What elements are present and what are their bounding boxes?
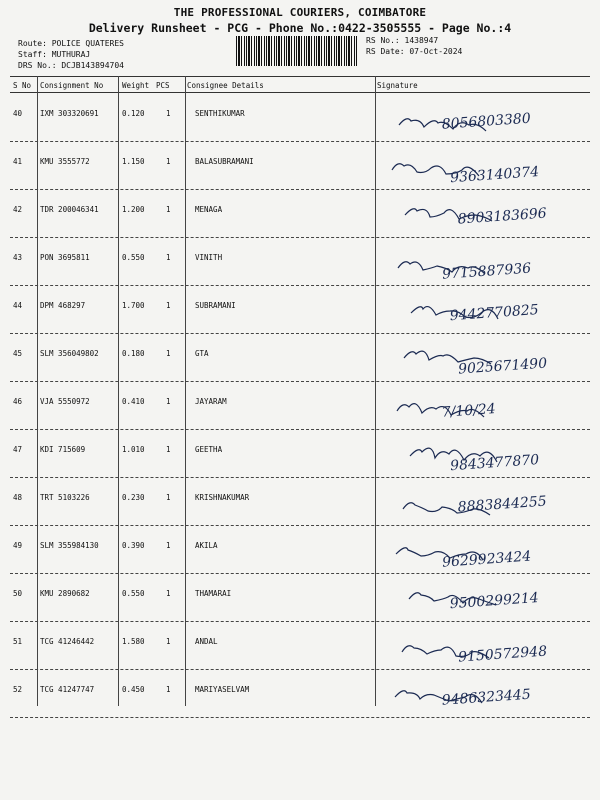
row-weight: 0.410 [122, 397, 145, 406]
row-weight: 0.550 [122, 589, 145, 598]
row-pcs: 1 [166, 493, 171, 502]
row-sno: 40 [13, 109, 23, 118]
row-sno: 45 [13, 349, 23, 358]
row-sno: 48 [13, 493, 23, 502]
col-divider [375, 76, 376, 706]
row-consignee: SENTHIKUMAR [195, 109, 245, 118]
rs-no-label: RS No.: 1438947 [366, 36, 439, 45]
handwritten-signature [382, 528, 592, 576]
report-title: THE PROFESSIONAL COURIERS, COIMBATORE [173, 6, 427, 19]
table-row [10, 190, 590, 238]
signature-cell [382, 432, 592, 482]
row-consignment-no: KMU 3555772 [40, 157, 90, 166]
row-pcs: 1 [166, 589, 171, 598]
col-signature: Signature [377, 81, 418, 90]
row-pcs: 1 [166, 109, 171, 118]
row-consignment-no: SLM 356049802 [40, 349, 99, 358]
signature-cell [382, 192, 592, 242]
row-consignee: MARIYASELVAM [195, 685, 250, 694]
handwritten-signature [382, 192, 592, 240]
signature-cell [382, 144, 592, 194]
row-sno: 50 [13, 589, 23, 598]
table-row [10, 238, 590, 286]
table-row [10, 622, 590, 670]
signature-cell [382, 96, 592, 146]
handwritten-phone: 9486323445 [441, 686, 532, 709]
table-row [10, 94, 590, 142]
row-weight: 1.580 [122, 637, 145, 646]
handwritten-signature [382, 336, 592, 384]
row-consignment-no: KMU 2890682 [40, 589, 90, 598]
row-consignee: ANDAL [195, 637, 218, 646]
col-consignee: Consignee Details [187, 81, 264, 90]
handwritten-signature [382, 288, 592, 336]
col-divider [118, 76, 119, 706]
row-pcs: 1 [166, 301, 171, 310]
row-consignee: THAMARAI [195, 589, 232, 598]
signature-cell [382, 576, 592, 626]
row-pcs: 1 [166, 205, 171, 214]
row-pcs: 1 [166, 685, 171, 694]
row-consignee: JAYARAM [195, 397, 227, 406]
row-weight: 0.390 [122, 541, 145, 550]
row-pcs: 1 [166, 349, 171, 358]
row-pcs: 1 [166, 445, 171, 454]
col-consignment: Consignment No [40, 81, 104, 90]
report-subtitle: Delivery Runsheet - PCG - Phone No.:0422-3505555 - Page No.:4 [88, 21, 512, 35]
col-sno: S No [13, 81, 32, 90]
row-pcs: 1 [166, 541, 171, 550]
handwritten-phone: 9629923424 [441, 548, 532, 571]
table-row [10, 430, 590, 478]
row-weight: 1.010 [122, 445, 145, 454]
row-sno: 44 [13, 301, 23, 310]
route-label: Route: POLICE QUATERES [18, 39, 124, 48]
handwritten-phone: 9025671490 [457, 355, 548, 378]
table-row [10, 670, 590, 718]
table-row [10, 526, 590, 574]
signature-cell [382, 672, 592, 722]
row-sno: 52 [13, 685, 23, 694]
handwritten-phone: 7/10/24 [441, 401, 497, 421]
table-row [10, 334, 590, 382]
row-consignee: MENAGA [195, 205, 223, 214]
handwritten-signature [382, 480, 592, 528]
col-weight: Weight [122, 81, 150, 90]
row-pcs: 1 [166, 253, 171, 262]
col-pcs: PCS [156, 81, 170, 90]
row-weight: 1.150 [122, 157, 145, 166]
row-weight: 0.450 [122, 685, 145, 694]
signature-cell [382, 624, 592, 674]
signature-cell [382, 240, 592, 290]
col-divider [37, 76, 38, 706]
staff-label: Staff: MUTHURAJ [18, 50, 91, 59]
row-weight: 1.200 [122, 205, 145, 214]
col-divider [185, 76, 186, 706]
rs-date-label: RS Date: 07-Oct-2024 [366, 47, 463, 56]
row-sno: 51 [13, 637, 23, 646]
handwritten-phone: 9500299214 [449, 590, 540, 613]
header-bottom-rule [10, 92, 590, 93]
row-sno: 47 [13, 445, 23, 454]
row-weight: 0.550 [122, 253, 145, 262]
table-row [10, 142, 590, 190]
row-separator [10, 717, 590, 718]
handwritten-phone: 9715887936 [441, 260, 532, 283]
handwritten-phone: 9150572948 [457, 643, 548, 666]
row-consignment-no: TCG 41246442 [40, 637, 95, 646]
handwritten-signature [382, 672, 592, 720]
table-row [10, 382, 590, 430]
row-consignment-no: SLM 355984130 [40, 541, 99, 550]
table-header [10, 78, 590, 92]
handwritten-phone: 9843477870 [449, 452, 540, 475]
row-consignee: VINITH [195, 253, 223, 262]
drs-label: DRS No.: DCJB143894704 [18, 61, 124, 70]
row-weight: 1.700 [122, 301, 145, 310]
row-consignee: AKILA [195, 541, 218, 550]
table-row [10, 286, 590, 334]
row-pcs: 1 [166, 157, 171, 166]
signature-cell [382, 528, 592, 578]
handwritten-signature [382, 240, 592, 288]
header-top-rule [10, 76, 590, 77]
row-pcs: 1 [166, 637, 171, 646]
handwritten-phone: 8903183696 [457, 205, 548, 228]
signature-cell [382, 480, 592, 530]
row-consignment-no: KDI 715609 [40, 445, 86, 454]
row-sno: 43 [13, 253, 23, 262]
row-consignee: BALASUBRAMANI [195, 157, 254, 166]
handwritten-phone: 8883844255 [457, 493, 548, 516]
row-weight: 0.180 [122, 349, 145, 358]
signature-cell [382, 336, 592, 386]
row-consignment-no: TDR 200046341 [40, 205, 99, 214]
signature-cell [382, 288, 592, 338]
row-consignment-no: TRT 5103226 [40, 493, 90, 502]
row-consignment-no: DPM 468297 [40, 301, 86, 310]
handwritten-signature [382, 432, 592, 480]
row-consignment-no: TCG 41247747 [40, 685, 95, 694]
row-consignee: GTA [195, 349, 209, 358]
row-weight: 0.120 [122, 109, 145, 118]
row-consignee: KRISHNAKUMAR [195, 493, 250, 502]
handwritten-signature [382, 576, 592, 624]
handwritten-signature [382, 384, 592, 432]
handwritten-signature [382, 624, 592, 672]
handwritten-phone: 8056803380 [441, 110, 532, 133]
handwritten-signature [382, 96, 592, 144]
row-consignment-no: PON 3695811 [40, 253, 90, 262]
row-pcs: 1 [166, 397, 171, 406]
row-consignment-no: VJA 5550972 [40, 397, 90, 406]
signature-cell [382, 384, 592, 434]
barcode [236, 36, 358, 66]
row-sno: 41 [13, 157, 23, 166]
table-row [10, 574, 590, 622]
handwritten-signature [382, 144, 592, 192]
runsheet-meta-right [366, 35, 462, 57]
row-sno: 49 [13, 541, 23, 550]
handwritten-phone: 9363140374 [449, 164, 540, 187]
row-consignment-no: IXM 303320691 [40, 109, 99, 118]
row-consignee: GEETHA [195, 445, 223, 454]
row-consignee: SUBRAMANI [195, 301, 236, 310]
row-sno: 46 [13, 397, 23, 406]
table-row [10, 478, 590, 526]
runsheet-meta-left [18, 38, 124, 71]
row-weight: 0.230 [122, 493, 145, 502]
handwritten-phone: 9442770825 [449, 302, 540, 325]
row-sno: 42 [13, 205, 23, 214]
